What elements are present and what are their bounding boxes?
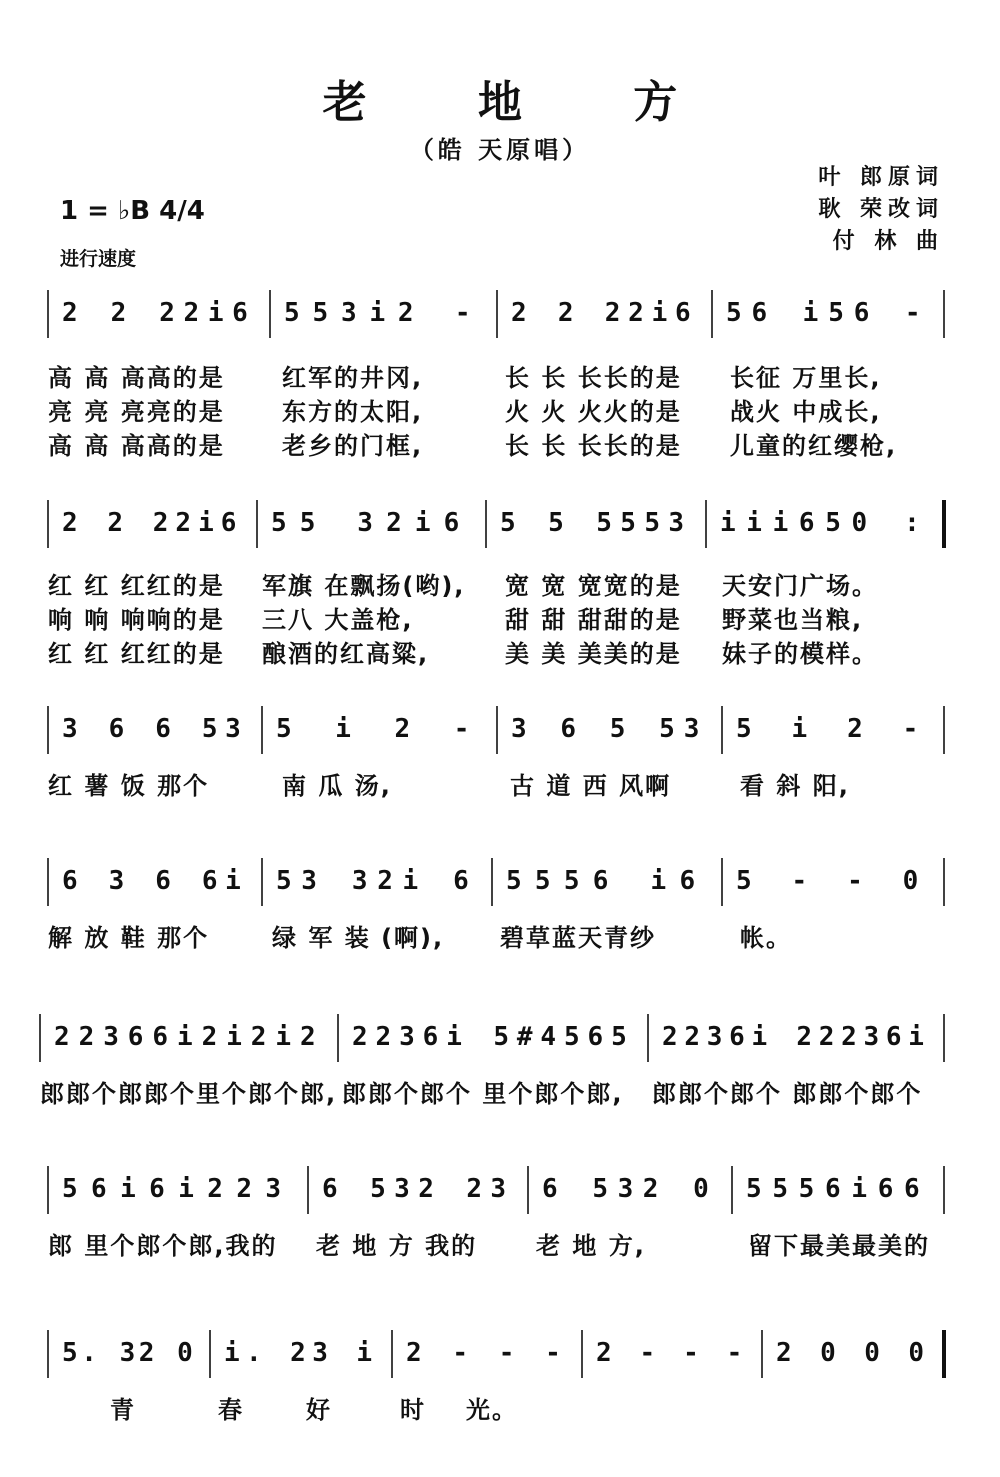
measure-notes: 2 2 22i6	[62, 298, 257, 328]
lyric-text: 好	[306, 1396, 332, 1424]
measure-notes: 2 0 0 0	[776, 1338, 931, 1368]
notation-line	[0, 1166, 1000, 1226]
key-signature: 1 = ♭B 4/4	[60, 196, 205, 226]
notation-line	[0, 858, 1000, 918]
lyric-text: 亮 亮 亮亮的是	[48, 398, 225, 426]
lyric-text: 光。	[466, 1396, 518, 1424]
measure-notes: 5 5 5553	[500, 508, 693, 538]
lyric-text: 三八 大盖枪,	[262, 606, 414, 634]
lyric-text: 高 高 高高的是	[48, 364, 225, 392]
notation-line	[0, 1330, 1000, 1390]
lyric-text: 美 美 美美的是	[505, 640, 682, 668]
song-title: 老 地 方	[322, 77, 726, 128]
lyric-text: 帐。	[740, 924, 792, 952]
measure-notes: 6 532 0	[542, 1174, 719, 1204]
lyric-text: 红 红 红红的是	[48, 572, 225, 600]
measure-notes: 56i6i223	[62, 1174, 295, 1204]
measure-notes: 5. 32 0	[62, 1338, 197, 1368]
lyric-text: 看 斜 阳,	[740, 772, 850, 800]
lyric-text: 响 响 响响的是	[48, 606, 225, 634]
lyric-text: 野菜也当粮,	[722, 606, 864, 634]
lyric-text: 甜 甜 甜甜的是	[505, 606, 682, 634]
song-subtitle: （皓 天原唱）	[409, 135, 591, 164]
measure-notes: 2 - - -	[406, 1338, 569, 1368]
lyric-text: 青	[110, 1396, 136, 1424]
lyric-text: 红军的井冈,	[282, 364, 424, 392]
lyric-text: 郎郎个郎个 郎郎个郎个	[652, 1080, 923, 1108]
lyric-text: 红 薯 饭 那个	[48, 772, 210, 800]
lyric-text: 东方的太阳,	[282, 398, 424, 426]
measure-notes: 553i2 -	[284, 298, 484, 328]
adapter-credit: 耿 荣改词	[818, 197, 944, 222]
lyric-text: 古 道 西 风啊	[510, 772, 672, 800]
lyric-text: 郎郎个郎个 里个郎个郎,	[342, 1080, 624, 1108]
lyric-text: 老乡的门框,	[282, 432, 424, 460]
measure-notes: i. 23 i	[224, 1338, 379, 1368]
measure-notes: 5 i 2 -	[736, 714, 931, 744]
lyric-text: 战火 中成长,	[730, 398, 882, 426]
lyric-text: 老 地 方,	[536, 1232, 646, 1260]
notation-line	[0, 1014, 1000, 1074]
lyricist-credit: 叶 郎原词	[818, 165, 944, 190]
measure-notes: 3 6 5 53	[511, 714, 709, 744]
lyric-text: 长 长 长长的是	[505, 364, 682, 392]
lyric-text: 绿 军 装 (啊),	[272, 924, 445, 952]
measure-notes: 6 532 23	[322, 1174, 515, 1204]
lyric-text: 郎 里个郎个郎,我的	[48, 1232, 278, 1260]
lyric-text: 老 地 方 我的	[316, 1232, 478, 1260]
measure-notes: 55 32i6	[271, 508, 473, 538]
measure-notes: 2236i 22236i	[662, 1022, 931, 1052]
lyric-text: 高 高 高高的是	[48, 432, 225, 460]
measure-notes: 5 - - 0	[736, 866, 931, 896]
lyric-text: 火 火 火火的是	[505, 398, 682, 426]
measure-notes: 6 3 6 6i	[62, 866, 249, 896]
lyric-text: 长征 万里长,	[730, 364, 882, 392]
measure-notes: 5556i66	[746, 1174, 931, 1204]
lyric-text: 郎郎个郎郎个里个郎个郎,	[40, 1080, 338, 1108]
lyric-text: 时	[400, 1396, 426, 1424]
tempo-marking: 进行速度	[60, 248, 137, 270]
lyric-text: 军旗 在飘扬(哟),	[262, 572, 466, 600]
lyric-text: 春	[218, 1396, 244, 1424]
lyric-text: 天安门广场。	[722, 572, 878, 600]
measure-notes: 5556 i6	[506, 866, 709, 896]
measure-notes: 2 - - -	[596, 1338, 749, 1368]
lyric-text: 留下最美最美的	[748, 1232, 930, 1260]
measure-notes: 56 i56 -	[726, 298, 931, 328]
measure-notes: 5 i 2 -	[276, 714, 484, 744]
measure-notes: 2 2 22i6	[511, 298, 699, 328]
lyric-text: 酿酒的红高粱,	[262, 640, 430, 668]
lyric-text: 红 红 红红的是	[48, 640, 225, 668]
notation-line	[0, 290, 1000, 350]
measure-notes: 3 6 6 53	[62, 714, 249, 744]
notation-line	[0, 500, 1000, 560]
lyric-text: 南 瓜 汤,	[282, 772, 392, 800]
measure-notes: 53 32i 6	[276, 866, 479, 896]
lyric-text: 儿童的红缨枪,	[730, 432, 898, 460]
lyric-text: 碧草蓝天青纱	[500, 924, 656, 952]
measure-notes: 2 2 22i6	[62, 508, 244, 538]
notation-line	[0, 706, 1000, 766]
lyric-text: 解 放 鞋 那个	[48, 924, 210, 952]
lyric-text: 宽 宽 宽宽的是	[505, 572, 682, 600]
composer-credit: 付 林 曲	[832, 229, 944, 254]
measure-notes: 2236i 5#4565	[352, 1022, 635, 1052]
lyric-text: 长 长 长长的是	[505, 432, 682, 460]
measure-notes: 22366i2i2i2	[54, 1022, 325, 1052]
lyric-text: 妹子的模样。	[722, 640, 878, 668]
measure-notes: iii650 :	[720, 508, 931, 538]
